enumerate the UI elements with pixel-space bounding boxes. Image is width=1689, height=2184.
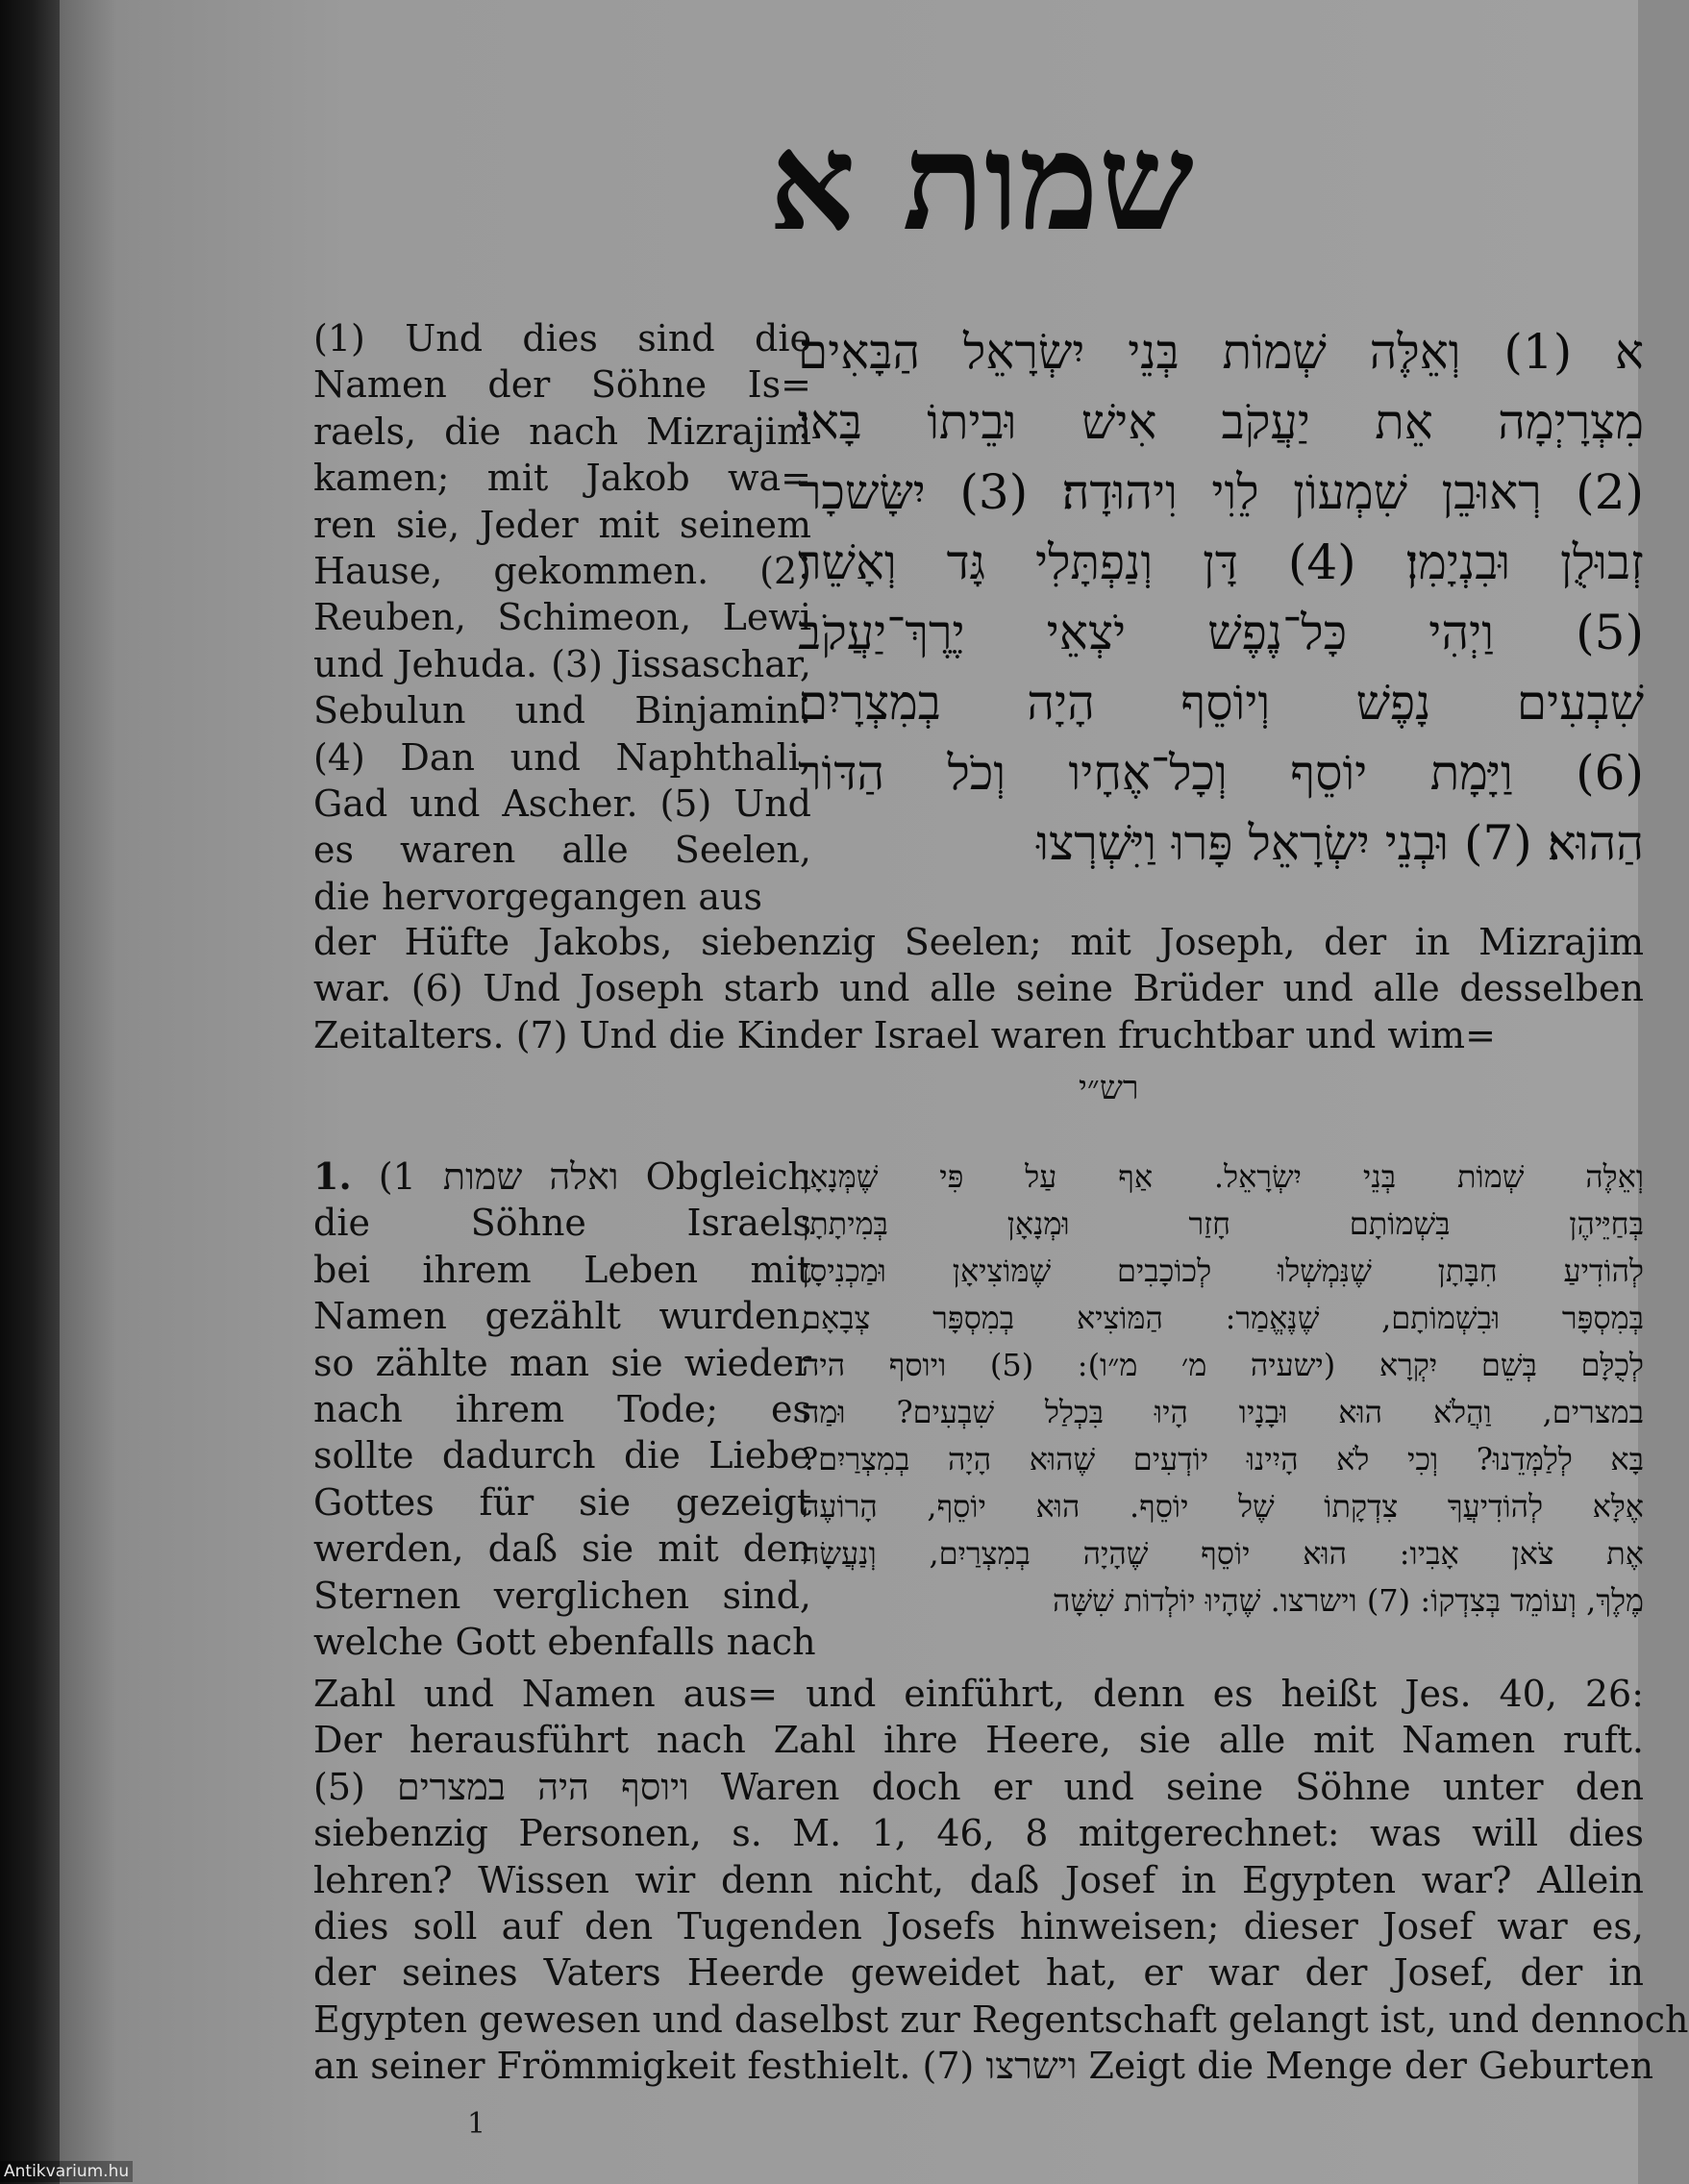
german-line: an seiner Frömmigkeit festhielt. (7) וישרצו Zeigt die Menge der Geburten [313, 2045, 1654, 2088]
german-line: der Hüfte Jakobs, siebenzig Seelen; mit Joseph, der in Mizrajim [313, 921, 1644, 963]
german-line: die Söhne Israels [313, 1202, 811, 1245]
rashi-line: לְכֻלָּם בְּשֵׁם יִקְרָא (ישעיה מ׳ מ״ו): (5) ויוסף היה [802, 1347, 1645, 1383]
german-line: Namen gezählt wurden, [313, 1295, 811, 1338]
german-line: 1. (1 ואלה שמות Obgleich [313, 1154, 811, 1198]
german-line: Zeitalters. (7) Und die Kinder Israel waren fruchtbar und wim= [313, 1013, 1496, 1056]
rashi-german-continued [313, 1671, 1689, 2090]
hebrew-verse-line: (6) וַיָּמָת יוֹסֵף וְכָל־אֶחָיו וְכֹל הַדּוֹר [798, 745, 1644, 801]
german-line: sollte dadurch die Liebe [313, 1434, 811, 1477]
german-line: werden, daß sie mit den [313, 1527, 811, 1571]
german-line: welche Gott ebenfalls nach [313, 1620, 816, 1663]
german-line: kamen; mit Jakob wa= [313, 457, 811, 500]
german-line: es waren alle Seelen, [313, 829, 811, 872]
german-line: Egypten gewesen und daselbst zur Regentschaft gelangt ist, und dennoch [313, 1998, 1689, 2041]
german-line: Reuben, Schimeon, Lewi [313, 596, 811, 639]
hebrew-verse-line: שִׁבְעִים נָפֶשׁ וְיוֹסֵף הָיָה בְמִצְרָיִם׃ [798, 675, 1644, 731]
german-translation-column [313, 315, 811, 920]
chapter-heading: שמות א [769, 104, 1194, 261]
rashi-commentary-hebrew [802, 1154, 1644, 1625]
book-page [60, 0, 1689, 2184]
german-line: lehren? Wissen wir denn nicht, daß Josef in Egypten war? Allein [313, 1858, 1644, 1901]
page-number: 1 [467, 2107, 486, 2141]
german-line: war. (6) Und Joseph starb und alle seine Brüder und alle desselben [313, 967, 1644, 1010]
hebrew-verse-line: (5) וַיְהִי כָּל־נֶפֶשׁ יֹצְאֵי יֶרֶךְ־יַעֲקֹב [798, 605, 1644, 660]
german-line: der seines Vaters Heerde geweidet hat, er war der Josef, der in [313, 1951, 1644, 1995]
german-line: (4) Dan und Naphthali, [313, 735, 811, 779]
german-line: (5) ויוסף היה במצרים Waren doch er und seine Söhne unter den [313, 1765, 1645, 1808]
german-line: Sebulun und Binjamin. [313, 689, 811, 732]
rashi-line: לְהוֹדִיעַ חִבָּתָן שֶׁנִּמְשְׁלוּ לְכוֹכָבִים שֶׁמּוֹצִיאָן וּמַכְנִיסָן [802, 1253, 1644, 1289]
rashi-line: וְאֵלֶּה שְׁמוֹת בְּנֵי יִשְׂרָאֵל. אַף עַל פִּי שֶׁמְּנָאָן [802, 1158, 1645, 1195]
commentary-number: 1. [313, 1154, 352, 1198]
german-line: Der herausführt nach Zahl ihre Heere, sie alle mit Namen ruft. [313, 1719, 1644, 1762]
rashi-german-column [313, 1154, 816, 1665]
rashi-line: מֶלֶךְ, וְעוֹמֵד בְּצִדְקוֹ: (7) וישרצו. שֶׁהָיוּ יוֹלְדוֹת שִׁשָּׁה [1053, 1582, 1644, 1619]
german-line: so zählte man sie wieder [313, 1341, 811, 1384]
german-line: Gad und Ascher. (5) Und [313, 782, 811, 825]
hebrew-verse-line: א (1) וְאֵלֶּה שְׁמוֹת בְּנֵי יִשְׂרָאֵל הַבָּאִים [798, 324, 1644, 380]
rashi-line: בְּחַיֵּיהֶן בִּשְׁמוֹתָם חָזַר וּמְנָאָן בְּמִיתָתָן [802, 1205, 1644, 1242]
hebrew-verse-line: מִצְרָיְמָה אֵת יַעֲקֹב אִישׁ וּבֵיתוֹ בָּאוּ׃ [798, 394, 1644, 450]
german-translation-continued [313, 919, 1644, 1058]
german-line: Zahl und Namen aus= und einführt, denn es heißt Jes. 40, 26: [313, 1673, 1644, 1715]
german-line: Gottes für sie gezeigt [313, 1480, 811, 1524]
hebrew-verse-line: זְבוּלֻן וּבִנְיָמִן׃ (4) דָּן וְנַפְתָּלִי גָּד וְאָשֵׁר׃ [798, 534, 1644, 590]
rashi-line: בָּא לְלַמְּדֵנוּ? וְכִי לֹא הָיִינוּ יוֹדְעִים שֶׁהוּא הָיָה בְמִצְרַיִם? [802, 1441, 1644, 1477]
watermark: Antikvarium.hu [0, 2161, 133, 2182]
book-spine [0, 0, 60, 2184]
hebrew-verse-line: הַהוּא׃ (7) וּבְנֵי יִשְׂרָאֵל פָּרוּ וַיִּשְׁרְצוּ [1036, 815, 1644, 871]
hebrew-verses [798, 317, 1644, 879]
german-line: nach ihrem Tode; es [313, 1387, 811, 1430]
german-line: bei ihrem Leben mit [313, 1248, 811, 1291]
german-line: ren sie, Jeder mit seinem [313, 503, 811, 546]
german-line: und Jehuda. (3) Jissaschar, [313, 642, 811, 685]
german-line: (1) Und dies sind die [313, 317, 811, 360]
rashi-line: אֶלָּא לְהוֹדִיעֲךָ צִדְקָתוֹ שֶׁל יוֹסֵף. הוּא יוֹסֵף, הָרוֹעֶה [802, 1488, 1644, 1525]
hebrew-verse-line: (2) רְאוּבֵן שִׁמְעוֹן לֵוִי וִיהוּדָה׃ (3) יִשָּׂשכָר [798, 464, 1645, 520]
german-line: die hervorgegangen aus [313, 875, 762, 918]
rashi-line: במצרים, וַהֲלֹא הוּא וּבָנָיו הָיוּ בִּכְלַל שִׁבְעִים? וּמַה [802, 1394, 1644, 1430]
german-line: Sternen verglichen sind, [313, 1574, 811, 1617]
rashi-line: בְּמִסְפָּר וּבִשְׁמוֹתָם, שֶׁנֶּאֱמַר: הַמּוֹצִיא בְמִסְפָּר צְבָאָם [802, 1300, 1644, 1336]
german-line: raels, die nach Mizrajim [313, 410, 811, 453]
german-line: Namen der Söhne Is= [313, 363, 811, 407]
german-line: Hause, gekommen. (2) [313, 549, 811, 592]
german-line: dies soll auf den Tugenden Josefs hinweisen; dieser Josef war es, [313, 1904, 1644, 1948]
german-line: siebenzig Personen, s. M. 1, 46, 8 mitgerechnet: was will dies [313, 1812, 1644, 1855]
rashi-title: רש״י [1079, 1069, 1139, 1107]
rashi-line: אֶת צֹאן אָבִיו: הוּא יוֹסֵף שֶׁהָיָה בְמִצְרַיִם, וְנַעֲשָׂה [802, 1535, 1644, 1572]
